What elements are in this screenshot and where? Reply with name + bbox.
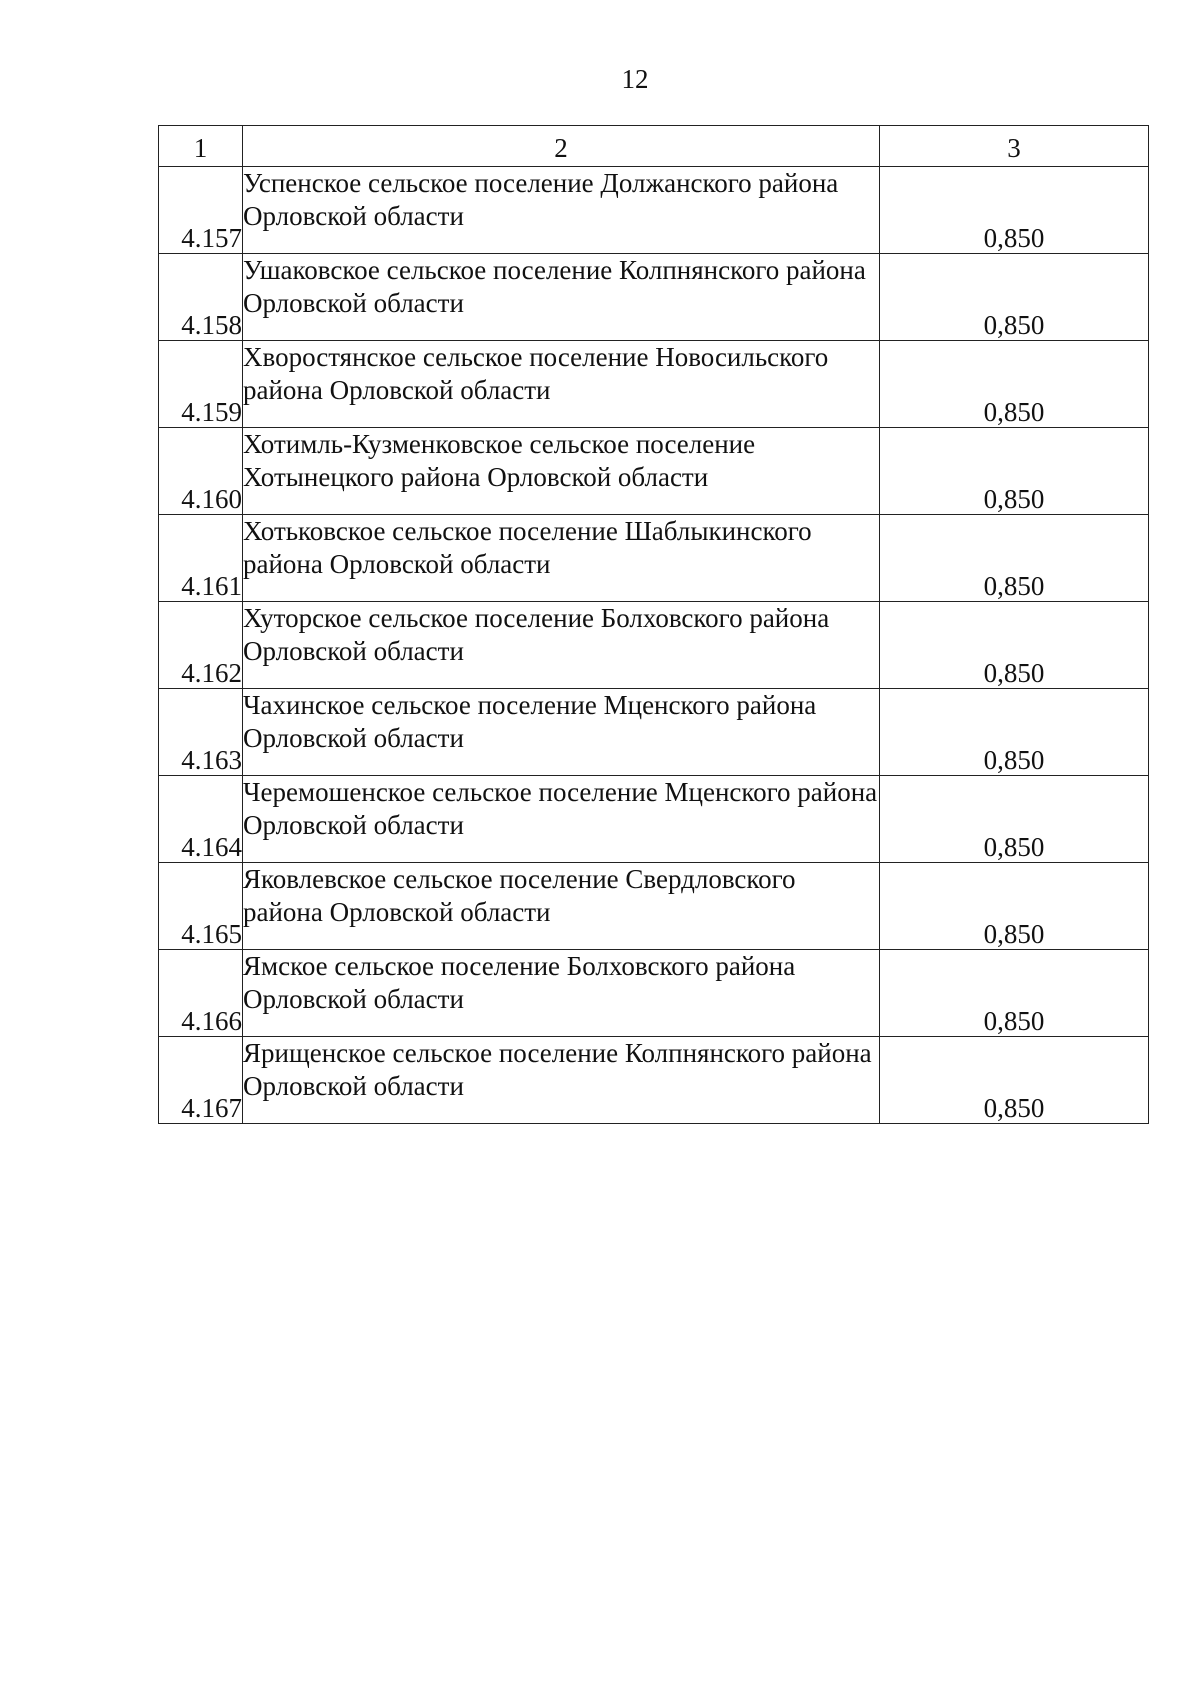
settlement-name: Успенское сельское поселение Должанского района Орловской области	[243, 167, 880, 254]
row-number: 4.163	[159, 689, 243, 776]
settlement-name: Хворостянское сельское поселение Новосильского района Орловской области	[243, 341, 880, 428]
settlement-name: Чахинское сельское поселение Мценского района Орловской области	[243, 689, 880, 776]
settlements-table	[158, 125, 1149, 1124]
row-number: 4.161	[159, 515, 243, 602]
table-row	[159, 1037, 1149, 1124]
coefficient-value: 0,850	[880, 167, 1149, 254]
column-header-2: 2	[243, 126, 880, 167]
table-row	[159, 776, 1149, 863]
settlement-name: Хуторское сельское поселение Болховского района Орловской области	[243, 602, 880, 689]
coefficient-value: 0,850	[880, 950, 1149, 1037]
table-row	[159, 950, 1149, 1037]
row-number: 4.167	[159, 1037, 243, 1124]
coefficient-value: 0,850	[880, 515, 1149, 602]
row-number: 4.164	[159, 776, 243, 863]
row-number: 4.159	[159, 341, 243, 428]
table-row	[159, 341, 1149, 428]
coefficient-value: 0,850	[880, 428, 1149, 515]
coefficient-value: 0,850	[880, 602, 1149, 689]
coefficient-value: 0,850	[880, 1037, 1149, 1124]
table-row	[159, 689, 1149, 776]
coefficient-value: 0,850	[880, 863, 1149, 950]
row-number: 4.158	[159, 254, 243, 341]
settlement-name: Ярищенское сельское поселение Колпнянского района Орловской области	[243, 1037, 880, 1124]
row-number: 4.166	[159, 950, 243, 1037]
row-number: 4.157	[159, 167, 243, 254]
column-header-3: 3	[880, 126, 1149, 167]
settlement-name: Ямское сельское поселение Болховского района Орловской области	[243, 950, 880, 1037]
coefficient-value: 0,850	[880, 776, 1149, 863]
table-header-row	[159, 126, 1149, 167]
row-number: 4.165	[159, 863, 243, 950]
row-number: 4.160	[159, 428, 243, 515]
table-row	[159, 863, 1149, 950]
settlement-name: Яковлевское сельское поселение Свердловского района Орловской области	[243, 863, 880, 950]
settlement-name: Ушаковское сельское поселение Колпнянского района Орловской области	[243, 254, 880, 341]
settlement-name: Черемошенское сельское поселение Мценского района Орловской области	[243, 776, 880, 863]
table-row	[159, 167, 1149, 254]
settlement-name: Хотьковское сельское поселение Шаблыкинского района Орловской области	[243, 515, 880, 602]
table-row	[159, 254, 1149, 341]
row-number: 4.162	[159, 602, 243, 689]
coefficient-value: 0,850	[880, 689, 1149, 776]
table-row	[159, 428, 1149, 515]
table-row	[159, 515, 1149, 602]
column-header-1: 1	[159, 126, 243, 167]
table-row	[159, 602, 1149, 689]
coefficient-value: 0,850	[880, 254, 1149, 341]
settlement-name: Хотимль-Кузменковское сельское поселение Хотынецкого района Орловской области	[243, 428, 880, 515]
page-number: 12	[621, 64, 649, 94]
coefficient-value: 0,850	[880, 341, 1149, 428]
